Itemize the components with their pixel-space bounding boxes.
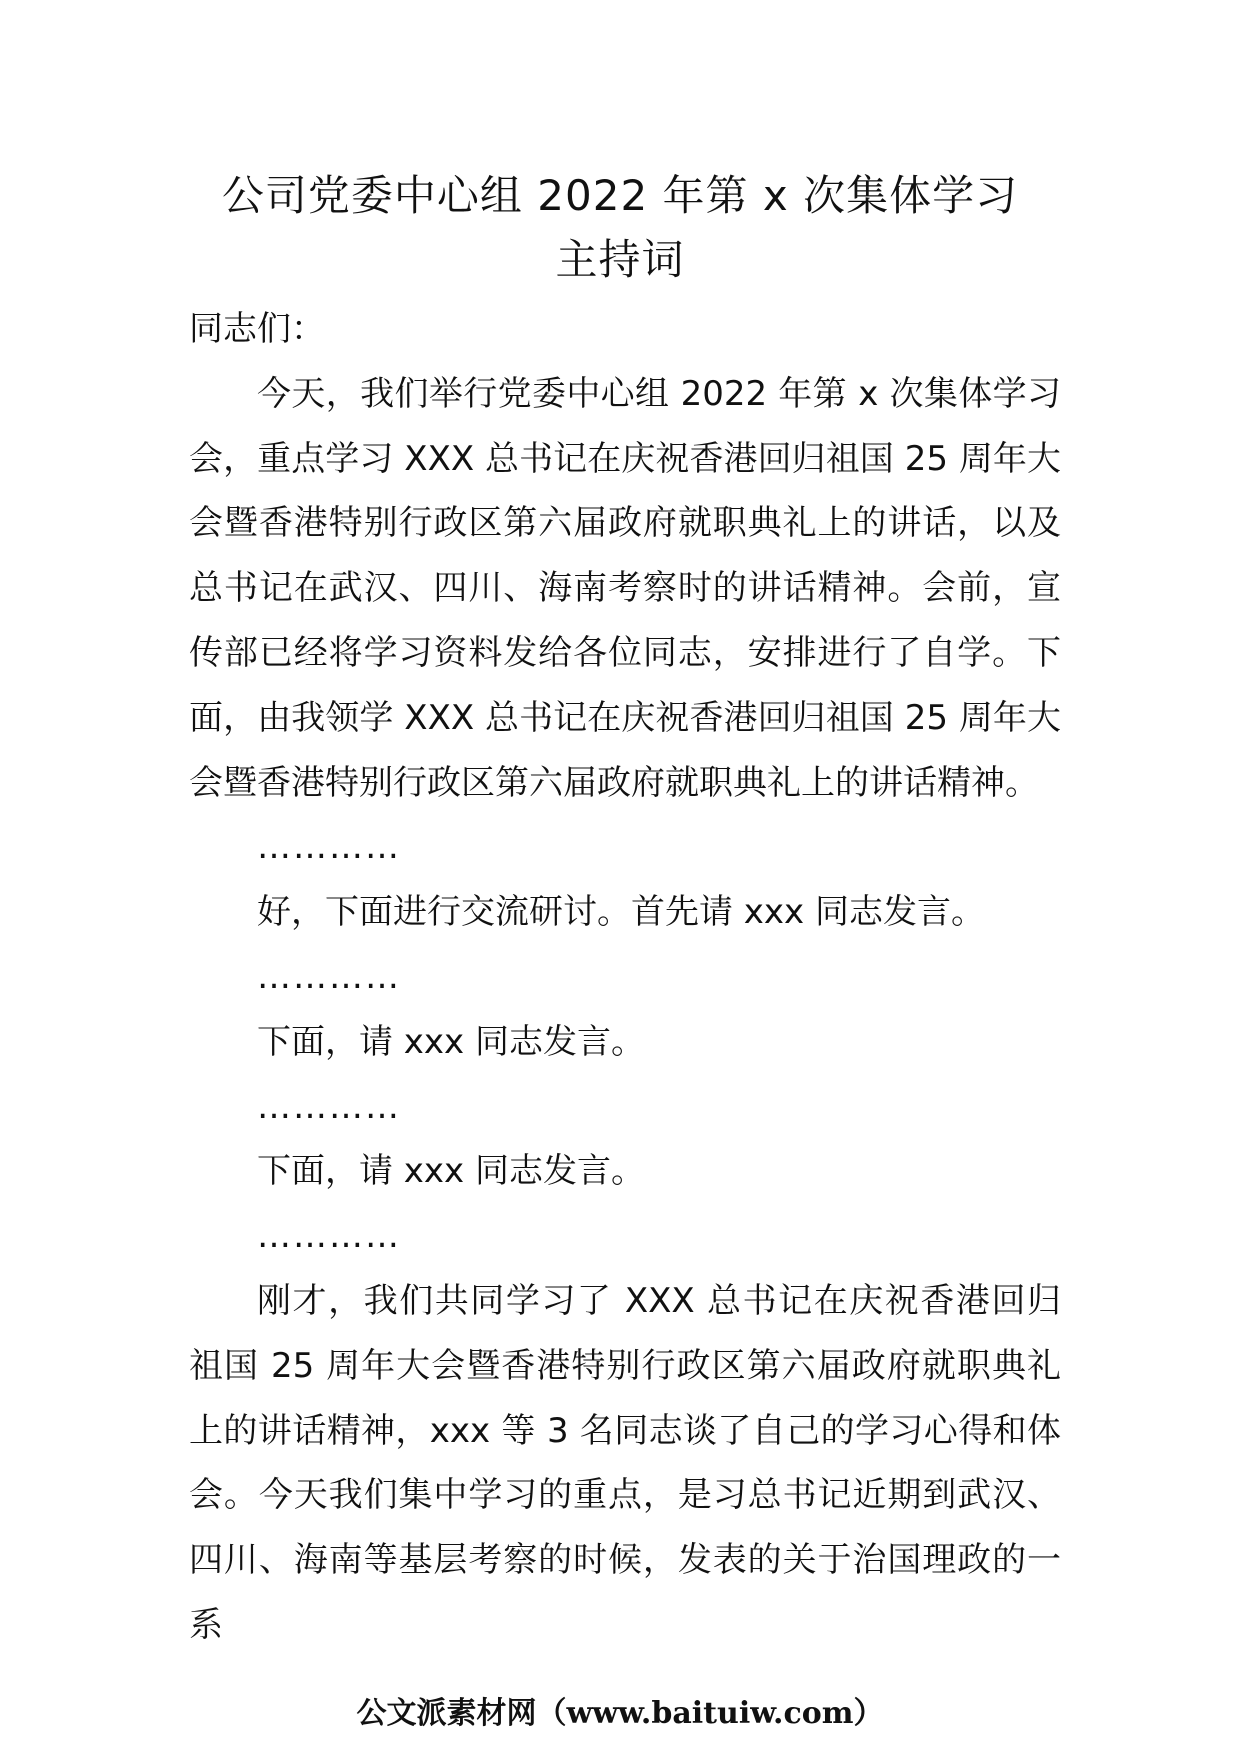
paragraph-summary: 刚才，我们共同学习了 XXX 总书记在庆祝香港回归祖国 25 周年大会暨香港特别行政区第六届政府就职典礼上的讲话精神，xxx 等 3 名同志谈了自己的学习心得和体会。今天我们集中学习的重点，是习总书记近期到武汉、四川、海南等基层考察的时候，发表的关于治国理政的一系 <box>189 1280 1061 1645</box>
ellipsis-4: ………… <box>257 1216 401 1257</box>
title-line-1: 公司党委中心组 2022 年第 x 次集体学习 <box>221 171 1019 220</box>
document-title <box>150 164 1090 292</box>
paragraph-discussion: 好，下面进行交流研讨。首先请 xxx 同志发言。 <box>257 892 985 933</box>
ellipsis-2: ………… <box>257 956 401 997</box>
document-body <box>189 297 1061 1658</box>
ellipsis-1: ………… <box>257 827 401 868</box>
paragraph-next-speaker-2: 下面，请 xxx 同志发言。 <box>257 1151 645 1192</box>
paragraph-opening: 今天，我们举行党委中心组 2022 年第 x 次集体学习会，重点学习 XXX 总书记在庆祝香港回归祖国 25 周年大会暨香港特别行政区第六届政府就职典礼上的讲话，以及总书记在武汉、四川、海南考察时的讲话精神。会前，宣传部已经将学习资料发给各位同志，安排进行了自学。下面，由我领学 XXX 总书记在庆祝香港回归祖国 25 周年大会暨香港特别行政区第六届政府就职典礼上的讲话精神。 <box>189 373 1061 803</box>
salutation: 同志们： <box>189 309 325 349</box>
ellipsis-3: ………… <box>257 1086 401 1127</box>
title-line-2: 主持词 <box>555 235 685 284</box>
footer-watermark: 公文派素材网（www.baituiw.com） <box>356 1696 884 1731</box>
paragraph-next-speaker-1: 下面，请 xxx 同志发言。 <box>257 1021 645 1062</box>
